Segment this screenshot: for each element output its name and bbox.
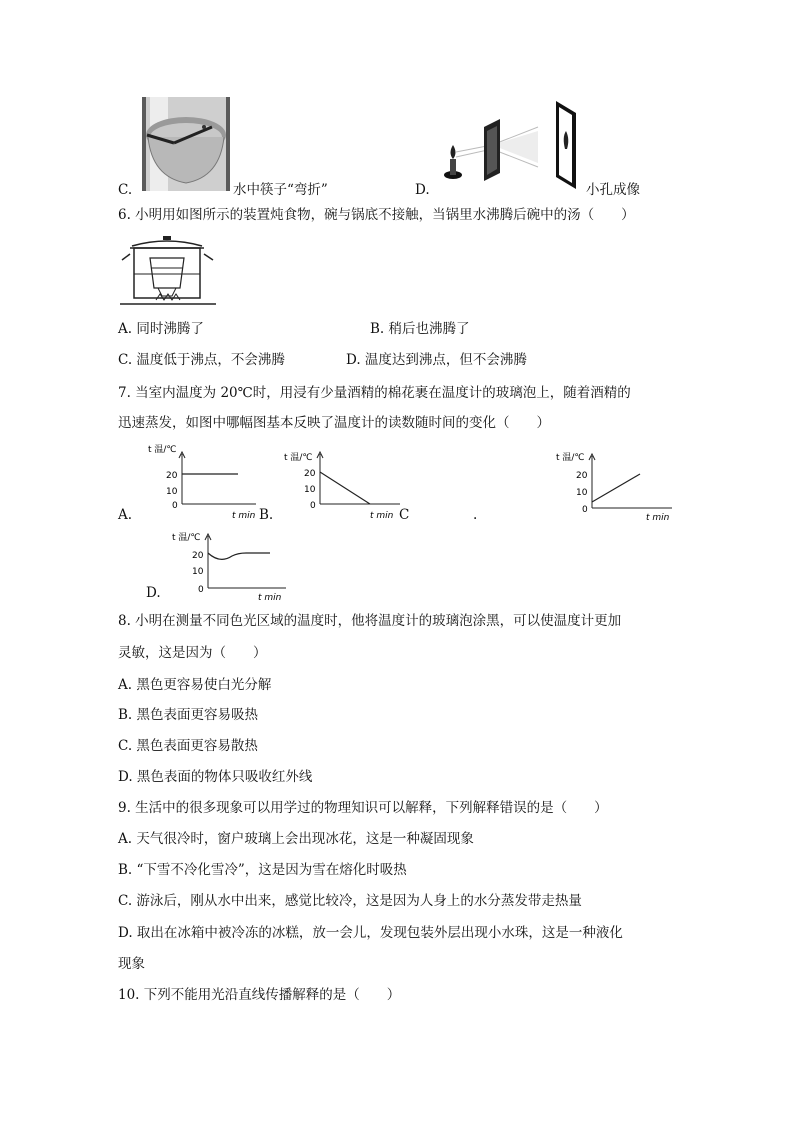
q8-stem-line1: 8. 小明在测量不同色光区域的温度时，他将温度计的玻璃泡涂黑，可以使温度计更加	[118, 613, 622, 629]
q8-option-d: D. 黑色表面的物体只吸收红外线	[118, 769, 313, 785]
q9-option-d-line2: 现象	[118, 956, 145, 972]
q9-option-b: B. “下雪不冷化雪冷”，这是因为雪在熔化时吸热	[118, 862, 407, 878]
q6-option-c: C. 温度低于沸点，不会沸腾	[118, 352, 285, 368]
q7-option-c-dot: .	[473, 507, 478, 523]
graph-c-tick-10: 10	[576, 488, 588, 498]
graph-c-tick-20: 20	[576, 471, 588, 481]
graph-b-tick-10: 10	[304, 485, 316, 495]
q6-option-d: D. 温度达到沸点，但不会沸腾	[346, 352, 527, 368]
pinhole-imaging-diagram	[438, 97, 584, 193]
q7-option-b-label: B.	[259, 507, 274, 523]
graph-b-tick-20: 20	[304, 469, 316, 479]
q7-option-c-label: C	[399, 507, 410, 523]
option-d-caption: 小孔成像	[586, 182, 640, 198]
graph-a-tick-20: 20	[166, 471, 178, 481]
q7-stem-line2: 迅速蒸发，如图中哪幅图基本反映了温度计的读数随时间的变化（ ）	[118, 415, 550, 431]
q7-option-d-label: D.	[146, 585, 161, 601]
q9-option-a: A. 天气很冷时，窗户玻璃上会出现冰花，这是一种凝固现象	[118, 831, 474, 847]
graph-d-y-label: t 温/℃	[172, 533, 201, 543]
graph-d-tick-10: 10	[192, 567, 204, 577]
q7-option-a-label: A.	[118, 507, 133, 523]
q9-stem: 9. 生活中的很多现象可以用学过的物理知识可以解释，下列解释错误的是（ ）	[118, 800, 608, 816]
graph-d-tick-20: 20	[192, 551, 204, 561]
option-d-label: D.	[415, 182, 430, 198]
q9-option-d-line1: D. 取出在冰箱中被冷冻的冰糕，放一会儿，发现包装外层出现小水珠，这是一种液化	[118, 925, 623, 941]
graph-d-tick-0: 0	[198, 585, 204, 595]
graph-b-tick-0: 0	[310, 501, 316, 511]
graph-c-x-label: t min	[646, 513, 670, 522]
graph-b-y-label: t 温/℃	[284, 453, 313, 463]
graph-a-x-label: t min	[232, 511, 256, 520]
graph-c-curve	[592, 474, 640, 502]
option-c-caption: 水中筷子“弯折”	[233, 182, 328, 198]
q7-stem-line1: 7. 当室内温度为 20℃时，用浸有少量酒精的棉花裹在温度计的玻璃泡上，随着酒精的	[118, 385, 631, 401]
q8-option-c: C. 黑色表面更容易散热	[118, 738, 258, 754]
graph-c-tick-0: 0	[582, 505, 588, 515]
graph-a-y-label: t 温/℃	[148, 445, 177, 455]
graph-b-curve	[320, 472, 370, 504]
graph-b-x-label: t min	[370, 511, 394, 520]
q6-option-b: B. 稍后也沸腾了	[370, 321, 470, 337]
graph-a	[140, 440, 270, 520]
graph-a-tick-10: 10	[166, 487, 178, 497]
q10-stem: 10. 下列不能用光沿直线传播解释的是（ ）	[118, 987, 401, 1003]
graph-d-x-label: t min	[258, 593, 282, 602]
q8-stem-line2: 灵敏，这是因为（ ）	[118, 645, 267, 661]
graph-c-y-label: t 温/℃	[556, 453, 585, 463]
graph-d	[166, 520, 296, 602]
q8-option-a: A. 黑色更容易使白光分解	[118, 677, 272, 693]
chopsticks-in-water-photo	[142, 97, 230, 191]
q9-option-c: C. 游泳后，刚从水中出来，感觉比较冷，这是因为人身上的水分蒸发带走热量	[118, 893, 582, 909]
graph-a-tick-0: 0	[172, 501, 178, 511]
q6-stem: 6. 小明用如图所示的装置炖食物，碗与锅底不接触，当锅里水沸腾后碗中的汤（ ）	[118, 207, 635, 223]
graph-d-curve	[208, 553, 270, 559]
option-c-label: C.	[118, 182, 133, 198]
graph-c	[550, 440, 680, 522]
q6-option-a: A. 同时沸腾了	[118, 321, 204, 337]
q8-option-b: B. 黑色表面更容易吸热	[118, 707, 259, 723]
stew-pot-diagram	[120, 234, 216, 310]
